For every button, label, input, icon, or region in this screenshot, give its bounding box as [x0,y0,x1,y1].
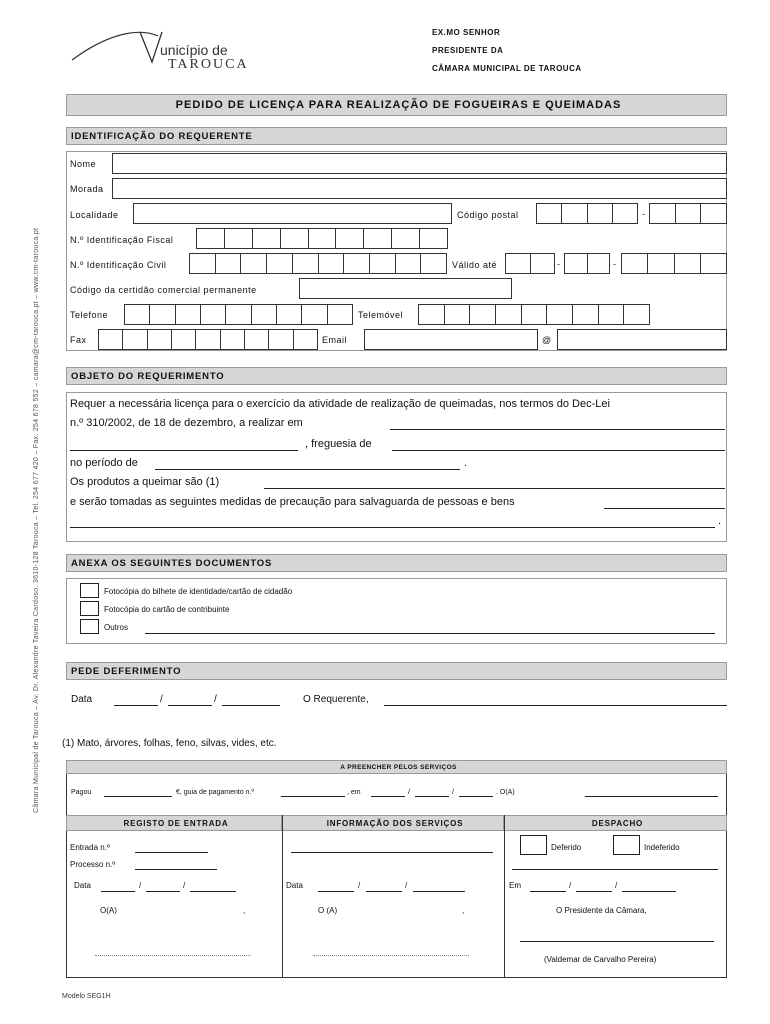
indeferido-checkbox[interactable] [613,835,640,855]
medidas-label: e serão tomadas as seguintes medidas de precaução para salvaguarda de pessoas e bens [70,496,515,508]
localidade-label: Localidade [70,210,119,220]
addressee-line3: CÂMARA MUNICIPAL DE TAROUCA [432,64,582,73]
registo-comma: , [243,906,246,915]
informacao-line[interactable] [291,852,493,853]
informacao-slash-2: / [405,881,408,890]
freguesia-label: , freguesia de [305,438,372,450]
despacho-slash-1: / [569,881,572,890]
col-divider-1 [282,815,283,978]
section-deferimento [66,662,727,680]
col-registo-heading: REGISTO DE ENTRADA [123,818,229,828]
valido-dash-2: - [613,259,617,269]
servicos-heading: A PREENCHER PELOS SERVIÇOS [340,763,457,771]
addressee-line2: PRESIDENTE DA [432,46,504,55]
nif-field[interactable] [196,228,448,249]
entrada-label: Entrada n.º [70,843,110,852]
guia-label: €, guia de pagamento n.º [176,789,255,796]
col-informacao-header [282,815,504,831]
processo-input-line[interactable] [135,869,217,870]
requerente-label: O Requerente, [303,694,369,705]
objeto-frame [66,392,727,542]
codigo-postal-dash: - [642,209,646,219]
logo-line1: unicípio de [160,42,228,58]
registo-ano-line[interactable] [190,891,236,892]
fax-label: Fax [70,335,87,345]
indeferido-label: Indeferido [644,843,680,852]
informacao-comma: , [462,906,465,915]
informacao-slash-1: / [358,881,361,890]
anexa-item-contribuinte: Fotocópia do cartão de contribuinte [104,605,230,614]
modelo-code: Modelo SEG1H [62,993,111,1000]
telefone-label: Telefone [70,310,109,320]
deferimento-dia-line[interactable] [114,705,158,706]
medidas-input-line[interactable] [604,508,725,509]
nif-label: N.º Identificação Fiscal [70,235,174,245]
section-anexa [66,554,727,572]
col-despacho-header [504,815,727,831]
pagou-label: Pagou [71,789,92,796]
medidas-final-dot: . [718,515,722,527]
entrada-input-line[interactable] [135,852,208,853]
municipality-logo [70,22,270,74]
fax-field[interactable] [98,329,318,350]
guia-numero-line[interactable] [281,796,345,797]
section-identificacao [66,127,727,145]
deferido-label: Deferido [551,843,582,852]
codigo-postal-ext-field[interactable] [649,203,727,224]
anexa-checkbox-bi[interactable] [80,583,99,598]
anexa-item-outros: Outros [104,623,129,632]
valido-ate-label: Válido até [452,260,498,270]
despacho-dia-line[interactable] [530,891,566,892]
deferido-checkbox[interactable] [520,835,547,855]
form-title-text: PEDIDO DE LICENÇA PARA REALIZAÇÃO DE FOGUEIRAS E QUEIMADAS [175,99,622,111]
presidente-signature-line[interactable] [520,941,714,942]
processo-label: Processo n.º [70,860,116,869]
col-divider-2 [504,815,505,978]
registo-slash-1: / [139,881,142,890]
deferimento-ano-line[interactable] [222,705,280,706]
col-despacho-heading: DESPACHO [591,818,644,828]
anexa-checkbox-outros[interactable] [80,619,99,634]
pagou-slash-2: / [452,789,454,796]
pagou-oa-line[interactable] [585,796,718,797]
local-input-line[interactable] [390,429,725,430]
section-deferimento-heading: PEDE DEFERIMENTO [71,665,182,677]
despacho-ano-line[interactable] [622,891,676,892]
codigo-postal-label: Código postal [457,210,519,220]
valido-dia-field[interactable] [505,253,555,274]
email-label: Email [322,335,348,345]
deferimento-mes-line[interactable] [168,705,212,706]
localidade-field[interactable] [133,203,452,224]
section-anexa-heading: ANEXA OS SEGUINTES DOCUMENTOS [71,557,273,569]
pagou-slash-1: / [408,789,410,796]
nic-field[interactable] [189,253,447,274]
anexa-checkbox-contribuinte[interactable] [80,601,99,616]
freguesia-input-line[interactable] [392,450,725,451]
logo-line2: TAROUCA [168,57,249,72]
col-informacao-heading: INFORMAÇÃO DOS SERVIÇOS [326,818,464,828]
morada-label: Morada [70,184,104,194]
pagou-valor-line[interactable] [104,796,172,797]
registo-signature-line[interactable] [95,955,251,956]
periodo-label: no período de [70,457,138,469]
email-domain-field[interactable] [557,329,727,350]
nic-label: N.º Identificação Civil [70,260,167,270]
requerente-signature-line[interactable] [384,705,727,706]
email-user-field[interactable] [364,329,538,350]
nome-field[interactable] [112,153,727,174]
pagou-mes-line[interactable] [415,796,449,797]
pagou-dia-line[interactable] [371,796,405,797]
periodo-dot: . [464,457,468,469]
footnote: (1) Mato, árvores, folhas, feno, silvas, vides, etc. [62,738,277,749]
informacao-ano-line[interactable] [413,891,465,892]
presidente-label: O Presidente da Câmara, [556,906,647,915]
certidao-field[interactable] [299,278,512,299]
despacho-em-label: Em [509,881,521,890]
objeto-line1: Requer a necessária licença para o exercício da atividade de realização de queimadas, nos termos do Dec-Lei [70,398,610,410]
pagou-em-label: , em [347,789,361,796]
periodo-input-line[interactable] [155,469,460,470]
despacho-line[interactable] [512,869,718,870]
servicos-heading-band [66,760,727,774]
telemovel-label: Telemóvel [358,310,404,320]
deferimento-slash-2: / [214,694,217,705]
registo-dia-line[interactable] [101,891,135,892]
registo-data-label: Data [74,881,91,890]
section-identificacao-heading: IDENTIFICAÇÃO DO REQUERENTE [71,130,253,142]
presidente-name: (Valdemar de Carvalho Pereira) [544,955,657,964]
col-registo-header [66,815,282,831]
outros-input-line[interactable] [145,633,715,634]
informacao-oa-label: O (A) [318,906,338,915]
nome-label: Nome [70,159,97,169]
informacao-data-label: Data [286,881,303,890]
anexa-item-bi: Fotocópia do bilhete de identidade/cartão de cidadão [104,587,293,596]
medidas-cont-line[interactable] [70,527,715,528]
informacao-mes-line[interactable] [366,891,402,892]
deferimento-data-label: Data [71,694,93,705]
morada-field[interactable] [112,178,727,199]
telemovel-field[interactable] [418,304,650,325]
informacao-dia-line[interactable] [318,891,354,892]
valido-ano-field[interactable] [621,253,727,274]
produtos-label: Os produtos a queimar são (1) [70,476,220,488]
side-contact-text: Câmara Municipal de Tarouca – Av. Dr. Alexandre Taveira Cardoso. 3610-128 Tarouca – Tel. 254 677 420 – Fax. 254 678 552 – camara@cm-tarouca.pt – www.cm-tarouca.pt [33,227,40,813]
pagou-oa-label: . O(A) [496,789,515,796]
telefone-field[interactable] [124,304,353,325]
pagou-ano-line[interactable] [459,796,493,797]
produtos-input-line[interactable] [264,488,725,489]
section-objeto-heading: OBJETO DO REQUERIMENTO [71,370,225,382]
valido-mes-field[interactable] [564,253,610,274]
form-title [66,94,727,116]
email-at: @ [542,335,552,345]
despacho-slash-2: / [615,881,618,890]
certidao-label: Código da certidão comercial permanente [70,285,257,295]
codigo-postal-main-field[interactable] [536,203,638,224]
registo-oa-label: O(A) [100,906,117,915]
registo-slash-2: / [183,881,186,890]
informacao-signature-line[interactable] [313,955,469,956]
objeto-line2: n.º 310/2002, de 18 de dezembro, a realizar em [70,417,303,429]
despacho-mes-line[interactable] [576,891,612,892]
deferimento-slash-1: / [160,694,163,705]
addressee-line1: EX.MO SENHOR [432,28,501,37]
local-cont-line[interactable] [70,450,298,451]
registo-mes-line[interactable] [146,891,180,892]
section-objeto [66,367,727,385]
valido-dash-1: - [557,259,561,269]
